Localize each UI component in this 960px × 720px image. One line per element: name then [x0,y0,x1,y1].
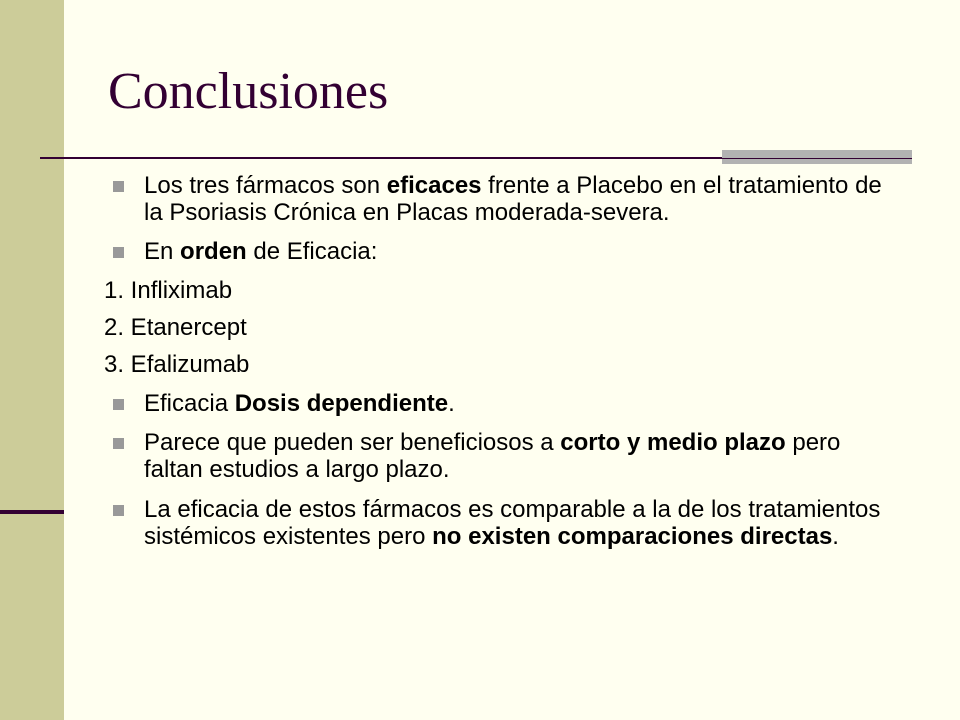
body-text: pero faltan estudios a largo plazo. [144,429,841,483]
body-text: La eficacia de estos fármacos es comparable a la de los tratamientos sistémicos existentes pero [144,496,881,550]
bullet-list-item [104,496,904,550]
left-sidebar-band [0,0,64,720]
body-text: 1. Infliximab [104,277,233,304]
square-bullet-icon [113,505,124,516]
body-text: frente a Placebo en el tratamiento de la Psoriasis Crónica en Placas moderada-severa. [144,172,882,226]
numbered-list-item [104,277,904,304]
body-text: de Eficacia: [246,238,378,265]
bullet-list-item [104,172,904,226]
body-text: 2. Etanercept [104,314,247,341]
body-text: Los tres fármacos son [144,172,387,199]
bullet-list-item [104,429,904,483]
title-accent-bar [722,150,912,158]
emphasis-text: no existen comparaciones directas [432,523,833,550]
square-bullet-icon [113,438,124,449]
square-bullet-icon [113,247,124,258]
bullet-list-item [104,238,904,265]
square-bullet-icon [113,181,124,192]
emphasis-text: corto y medio plazo [560,429,786,456]
body-text: Eficacia [144,390,235,417]
emphasis-text: Dosis dependiente [234,390,449,417]
slide-body [104,172,904,550]
left-sidebar-rule [0,510,64,514]
slide-title: Conclusiones [108,63,389,120]
emphasis-text: orden [180,238,247,265]
body-text: Parece que pueden ser beneficiosos a [144,429,561,456]
numbered-list-item [104,351,904,378]
title-accent-bar-lower [722,159,912,164]
body-text: . [448,390,455,417]
body-text: 3. Efalizumab [104,351,250,378]
bullet-list-item [104,390,904,417]
square-bullet-icon [113,399,124,410]
body-text: . [832,523,839,550]
numbered-list-item [104,314,904,341]
body-text: En [144,238,181,265]
emphasis-text: eficaces [386,172,482,199]
